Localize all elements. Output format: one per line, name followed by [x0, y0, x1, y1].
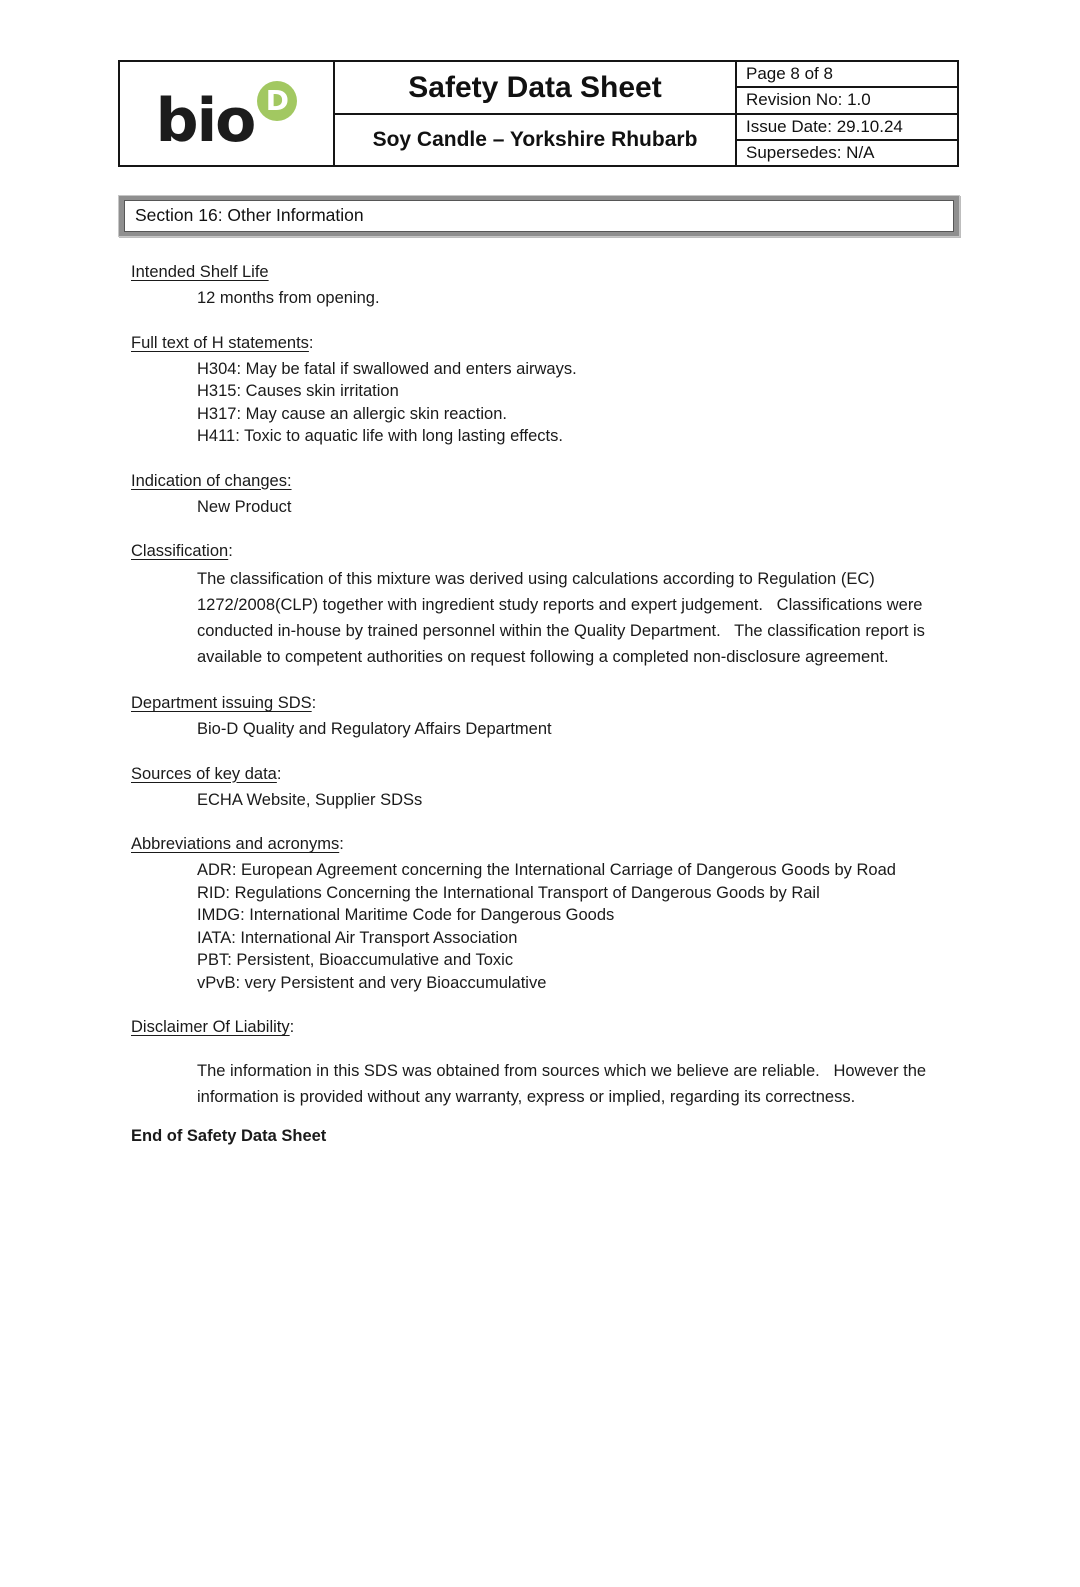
title-cell — [335, 62, 737, 165]
logo-text: bio — [155, 85, 255, 156]
section-heading-text: Indication of changes: — [131, 471, 292, 490]
logo-cell — [120, 62, 335, 165]
section-lines — [131, 287, 962, 310]
section-line: H317: May cause an allergic skin reaction. — [197, 404, 507, 423]
section-line: PBT: Persistent, Bioaccumulative and Toxic — [197, 951, 514, 969]
section-lines — [131, 496, 962, 519]
section-heading — [131, 1016, 962, 1038]
product-name: Soy Candle – Yorkshire Rhubarb — [372, 128, 698, 151]
section-lines — [131, 358, 962, 448]
doc-section — [131, 540, 962, 670]
section-heading — [131, 540, 962, 562]
section-heading-text: Sources of key data — [131, 764, 277, 783]
doc-section — [131, 470, 962, 519]
section-line: H315: Causes skin irritation — [197, 382, 399, 400]
section-heading — [131, 261, 962, 283]
doc-section — [131, 692, 962, 741]
section-line: ADR: European Agreement concerning the International Carriage of Dangerous Goods by Road — [197, 861, 896, 879]
section-line: 12 months from opening. — [197, 289, 380, 307]
issue-date: Issue Date: 29.10.24 — [737, 115, 957, 141]
section-heading-text: Disclaimer Of Liability — [131, 1018, 290, 1036]
section-lines — [131, 718, 962, 741]
section-line: New Product — [197, 497, 292, 516]
section-line: Bio-D Quality and Regulatory Affairs Department — [197, 720, 552, 738]
section-line: vPvB: very Persistent and very Bioaccumulative — [197, 973, 547, 992]
page-indicator: Page 8 of 8 — [737, 62, 957, 88]
section-paragraph: The information in this SDS was obtained from sources which we believe are reliable. However the information is provided without any warranty, express or implied, regarding its correctness. — [197, 1062, 931, 1106]
section-heading — [131, 332, 962, 354]
sds-document-page — [0, 60, 1080, 1587]
doc-section — [131, 332, 962, 448]
doc-section — [131, 261, 962, 310]
section-heading — [131, 470, 962, 492]
doc-section — [131, 763, 962, 812]
section-heading — [131, 692, 962, 714]
section-heading-text: Full text of H statements — [131, 333, 309, 352]
section-heading-suffix: : — [339, 835, 344, 853]
section-heading-suffix: : — [289, 1018, 295, 1036]
section-heading — [131, 763, 962, 785]
logo-d-badge: D — [257, 81, 297, 121]
section-line: H411: Toxic to aquatic life with long lasting effects. — [197, 427, 563, 445]
section-lines — [131, 859, 962, 994]
section-line: IATA: International Air Transport Association — [197, 928, 518, 947]
section-heading-suffix: : — [308, 333, 314, 352]
section-heading-text: Abbreviations and acronyms — [131, 835, 340, 853]
end-of-sheet-label: End of Safety Data Sheet — [131, 1127, 327, 1145]
doc-section — [131, 833, 962, 994]
content-sections — [131, 261, 962, 1110]
section-line: H304: May be fatal if swallowed and enters airways. — [197, 359, 577, 378]
biod-logo — [155, 83, 298, 156]
section-heading-suffix: : — [276, 764, 282, 783]
doc-section — [131, 1016, 962, 1110]
section-heading-suffix: : — [311, 694, 317, 712]
section-heading-text: Intended Shelf Life — [131, 263, 269, 281]
section-16-header-bar — [118, 195, 960, 237]
section-16-title: Section 16: Other Information — [124, 200, 954, 232]
section-line: RID: Regulations Concerning the International Transport of Dangerous Goods by Rail — [197, 883, 820, 902]
section-line: IMDG: International Maritime Code for Dangerous Goods — [197, 906, 615, 924]
supersedes: Supersedes: N/A — [746, 142, 875, 162]
section-heading-text: Department issuing SDS — [131, 694, 312, 712]
section-lines — [131, 789, 962, 812]
section-heading-text: Classification — [131, 542, 229, 560]
document-title: Safety Data Sheet — [335, 62, 735, 115]
section-heading — [131, 833, 962, 855]
section-line: ECHA Website, Supplier SDSs — [197, 790, 423, 809]
section-paragraph: The classification of this mixture was derived using calculations according to Regulation (EC) 1272/2008(CLP) together with ingredient study reports and expert judgement. Classifications were conducted in-house by trained personnel within the Quality Department. The classification report is available to competent authorities on request following a completed non-disclosure agreement. — [197, 570, 930, 666]
revision-number: Revision No: 1.0 — [737, 88, 957, 114]
section-heading-suffix: : — [228, 542, 233, 560]
document-header-table — [118, 60, 959, 167]
meta-cell — [737, 62, 957, 165]
